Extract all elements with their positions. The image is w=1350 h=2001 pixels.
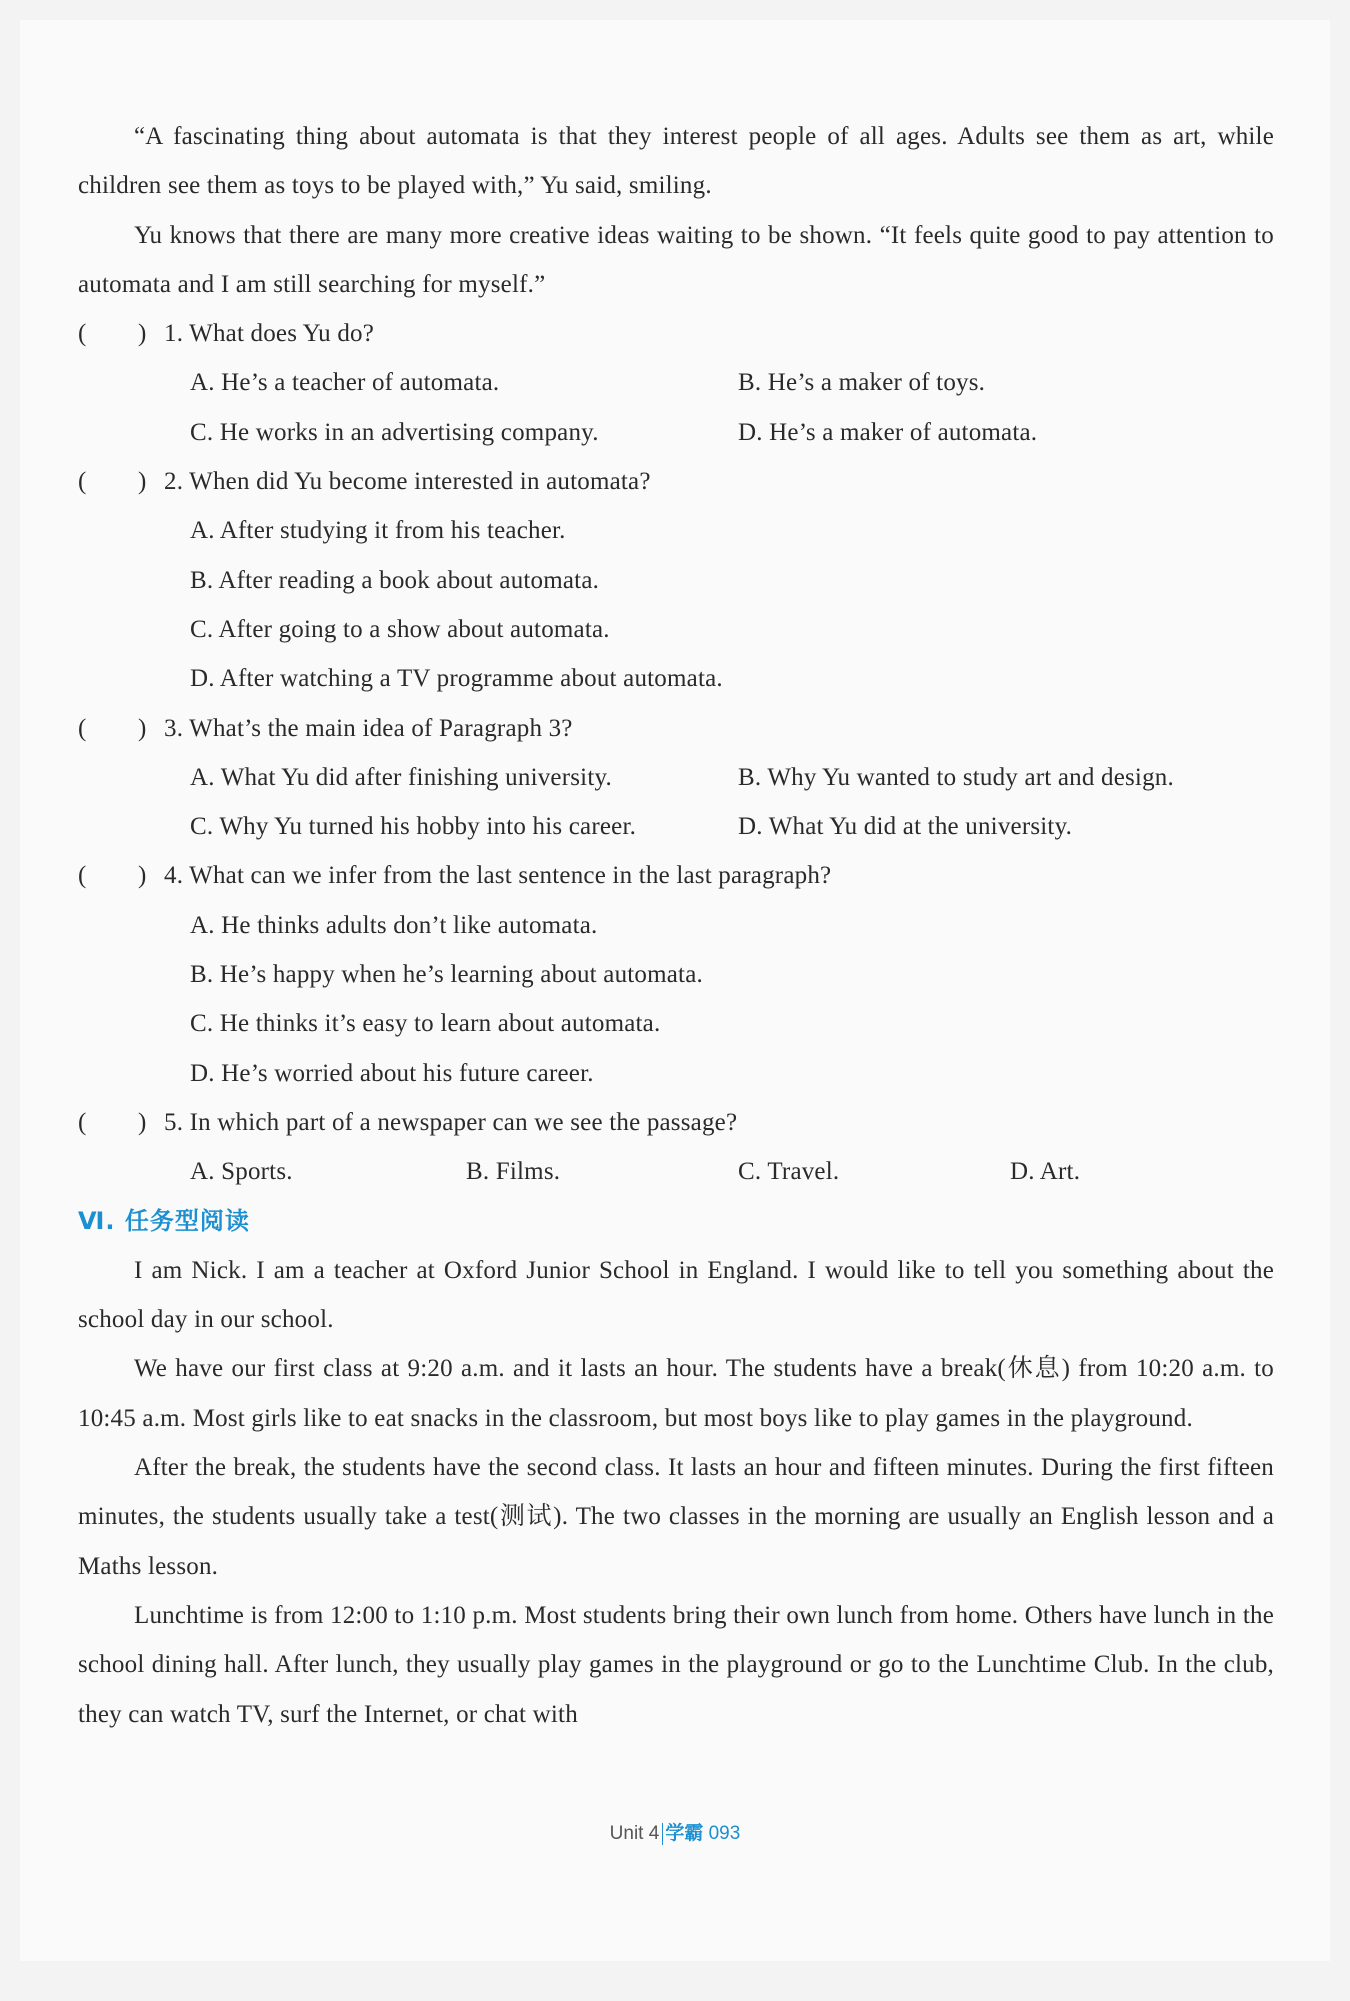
- question-4-options: [78, 901, 1274, 1098]
- answer-blank[interactable]: ( ): [78, 1108, 147, 1136]
- answer-blank[interactable]: ( ): [78, 468, 147, 496]
- option-b: B. Films.: [466, 1158, 561, 1186]
- option-c: C. After going to a show about automata.: [190, 615, 610, 643]
- unit-label: Unit 4: [609, 1823, 660, 1844]
- footer-divider: [662, 1823, 663, 1845]
- option-d: D. After watching a TV programme about automata.: [190, 665, 723, 693]
- option-c: C. Why Yu turned his hobby into his career.: [190, 813, 637, 841]
- passage-paragraph: “A fascinating thing about automata is that they interest people of all ages. Adults see them as art, while children see them as toys to be played with,” Yu said, smiling.: [78, 123, 1274, 200]
- option-c: C. Travel.: [738, 1158, 840, 1186]
- question-3-options: [78, 753, 1274, 852]
- passage-paragraph: Lunchtime is from 12:00 to 1:10 p.m. Most students bring their own lunch from home. Others have lunch in the school dining hall. After lunch, they usually play games in the playground or go to the Lunchtime Club. In the club, they can watch TV, surf the Internet, or chat with: [78, 1601, 1274, 1728]
- question-stem: 1. What does Yu do?: [164, 320, 375, 348]
- passage-paragraph: Yu knows that there are many more creative ideas waiting to be shown. “It feels quite good to pay attention to automata and I am still searching for myself.”: [78, 221, 1274, 298]
- question-1: [78, 309, 1274, 358]
- answer-blank[interactable]: ( ): [78, 320, 147, 348]
- section-title: Ⅵ. 任务型阅读: [78, 1206, 250, 1235]
- question-3: [78, 704, 1274, 753]
- option-b: B. Why Yu wanted to study art and design.: [738, 763, 1174, 791]
- answer-blank[interactable]: ( ): [78, 714, 147, 742]
- answer-blank[interactable]: ( ): [78, 862, 147, 890]
- option-b: B. He’s happy when he’s learning about automata.: [190, 961, 703, 989]
- page-footer: [20, 1818, 1330, 1845]
- passage-paragraph: I am Nick. I am a teacher at Oxford Junior School in England. I would like to tell you something about the school day in our school.: [78, 1256, 1274, 1334]
- question-2: [78, 457, 1274, 506]
- option-a: A. Sports.: [190, 1158, 293, 1186]
- option-a: A. He’s a teacher of automata.: [190, 369, 500, 397]
- option-d: D. Art.: [1010, 1158, 1081, 1186]
- question-5: [78, 1098, 1274, 1147]
- option-a: A. After studying it from his teacher.: [190, 517, 566, 545]
- page-content: [78, 112, 1274, 1739]
- brand-label: 学霸: [665, 1822, 704, 1844]
- passage-paragraph: After the break, the students have the second class. It lasts an hour and fifteen minutes. During the first fifteen minutes, the students usually take a test(测试). The two classes in the morning are usually an English lesson and a Maths lesson.: [78, 1454, 1274, 1580]
- question-5-options: [78, 1147, 1274, 1196]
- question-stem: 2. When did Yu become interested in automata?: [164, 468, 651, 496]
- option-a: A. He thinks adults don’t like automata.: [190, 911, 598, 939]
- question-1-options: [78, 358, 1274, 457]
- option-c: C. He thinks it’s easy to learn about automata.: [190, 1010, 661, 1038]
- question-stem: 4. What can we infer from the last sentence in the last paragraph?: [164, 862, 832, 890]
- option-d: D. What Yu did at the university.: [738, 813, 1073, 841]
- question-2-options: [78, 506, 1274, 703]
- question-stem: 3. What’s the main idea of Paragraph 3?: [164, 714, 573, 742]
- option-b: B. He’s a maker of toys.: [738, 369, 986, 397]
- option-b: B. After reading a book about automata.: [190, 566, 600, 594]
- question-4: [78, 851, 1274, 900]
- textbook-page: [20, 20, 1330, 1961]
- passage-paragraph: We have our first class at 9:20 a.m. and it lasts an hour. The students have a break(休息) from 10:20 a.m. to 10:45 a.m. Most girls like to eat snacks in the classroom, but most boys like to play games in the playground.: [78, 1355, 1274, 1432]
- page-number: 093: [708, 1823, 741, 1844]
- option-a: A. What Yu did after finishing university.: [190, 763, 612, 791]
- option-c: C. He works in an advertising company.: [190, 418, 599, 446]
- option-d: D. He’s a maker of automata.: [738, 418, 1038, 446]
- option-d: D. He’s worried about his future career.: [190, 1059, 594, 1087]
- question-stem: 5. In which part of a newspaper can we see the passage?: [164, 1108, 738, 1136]
